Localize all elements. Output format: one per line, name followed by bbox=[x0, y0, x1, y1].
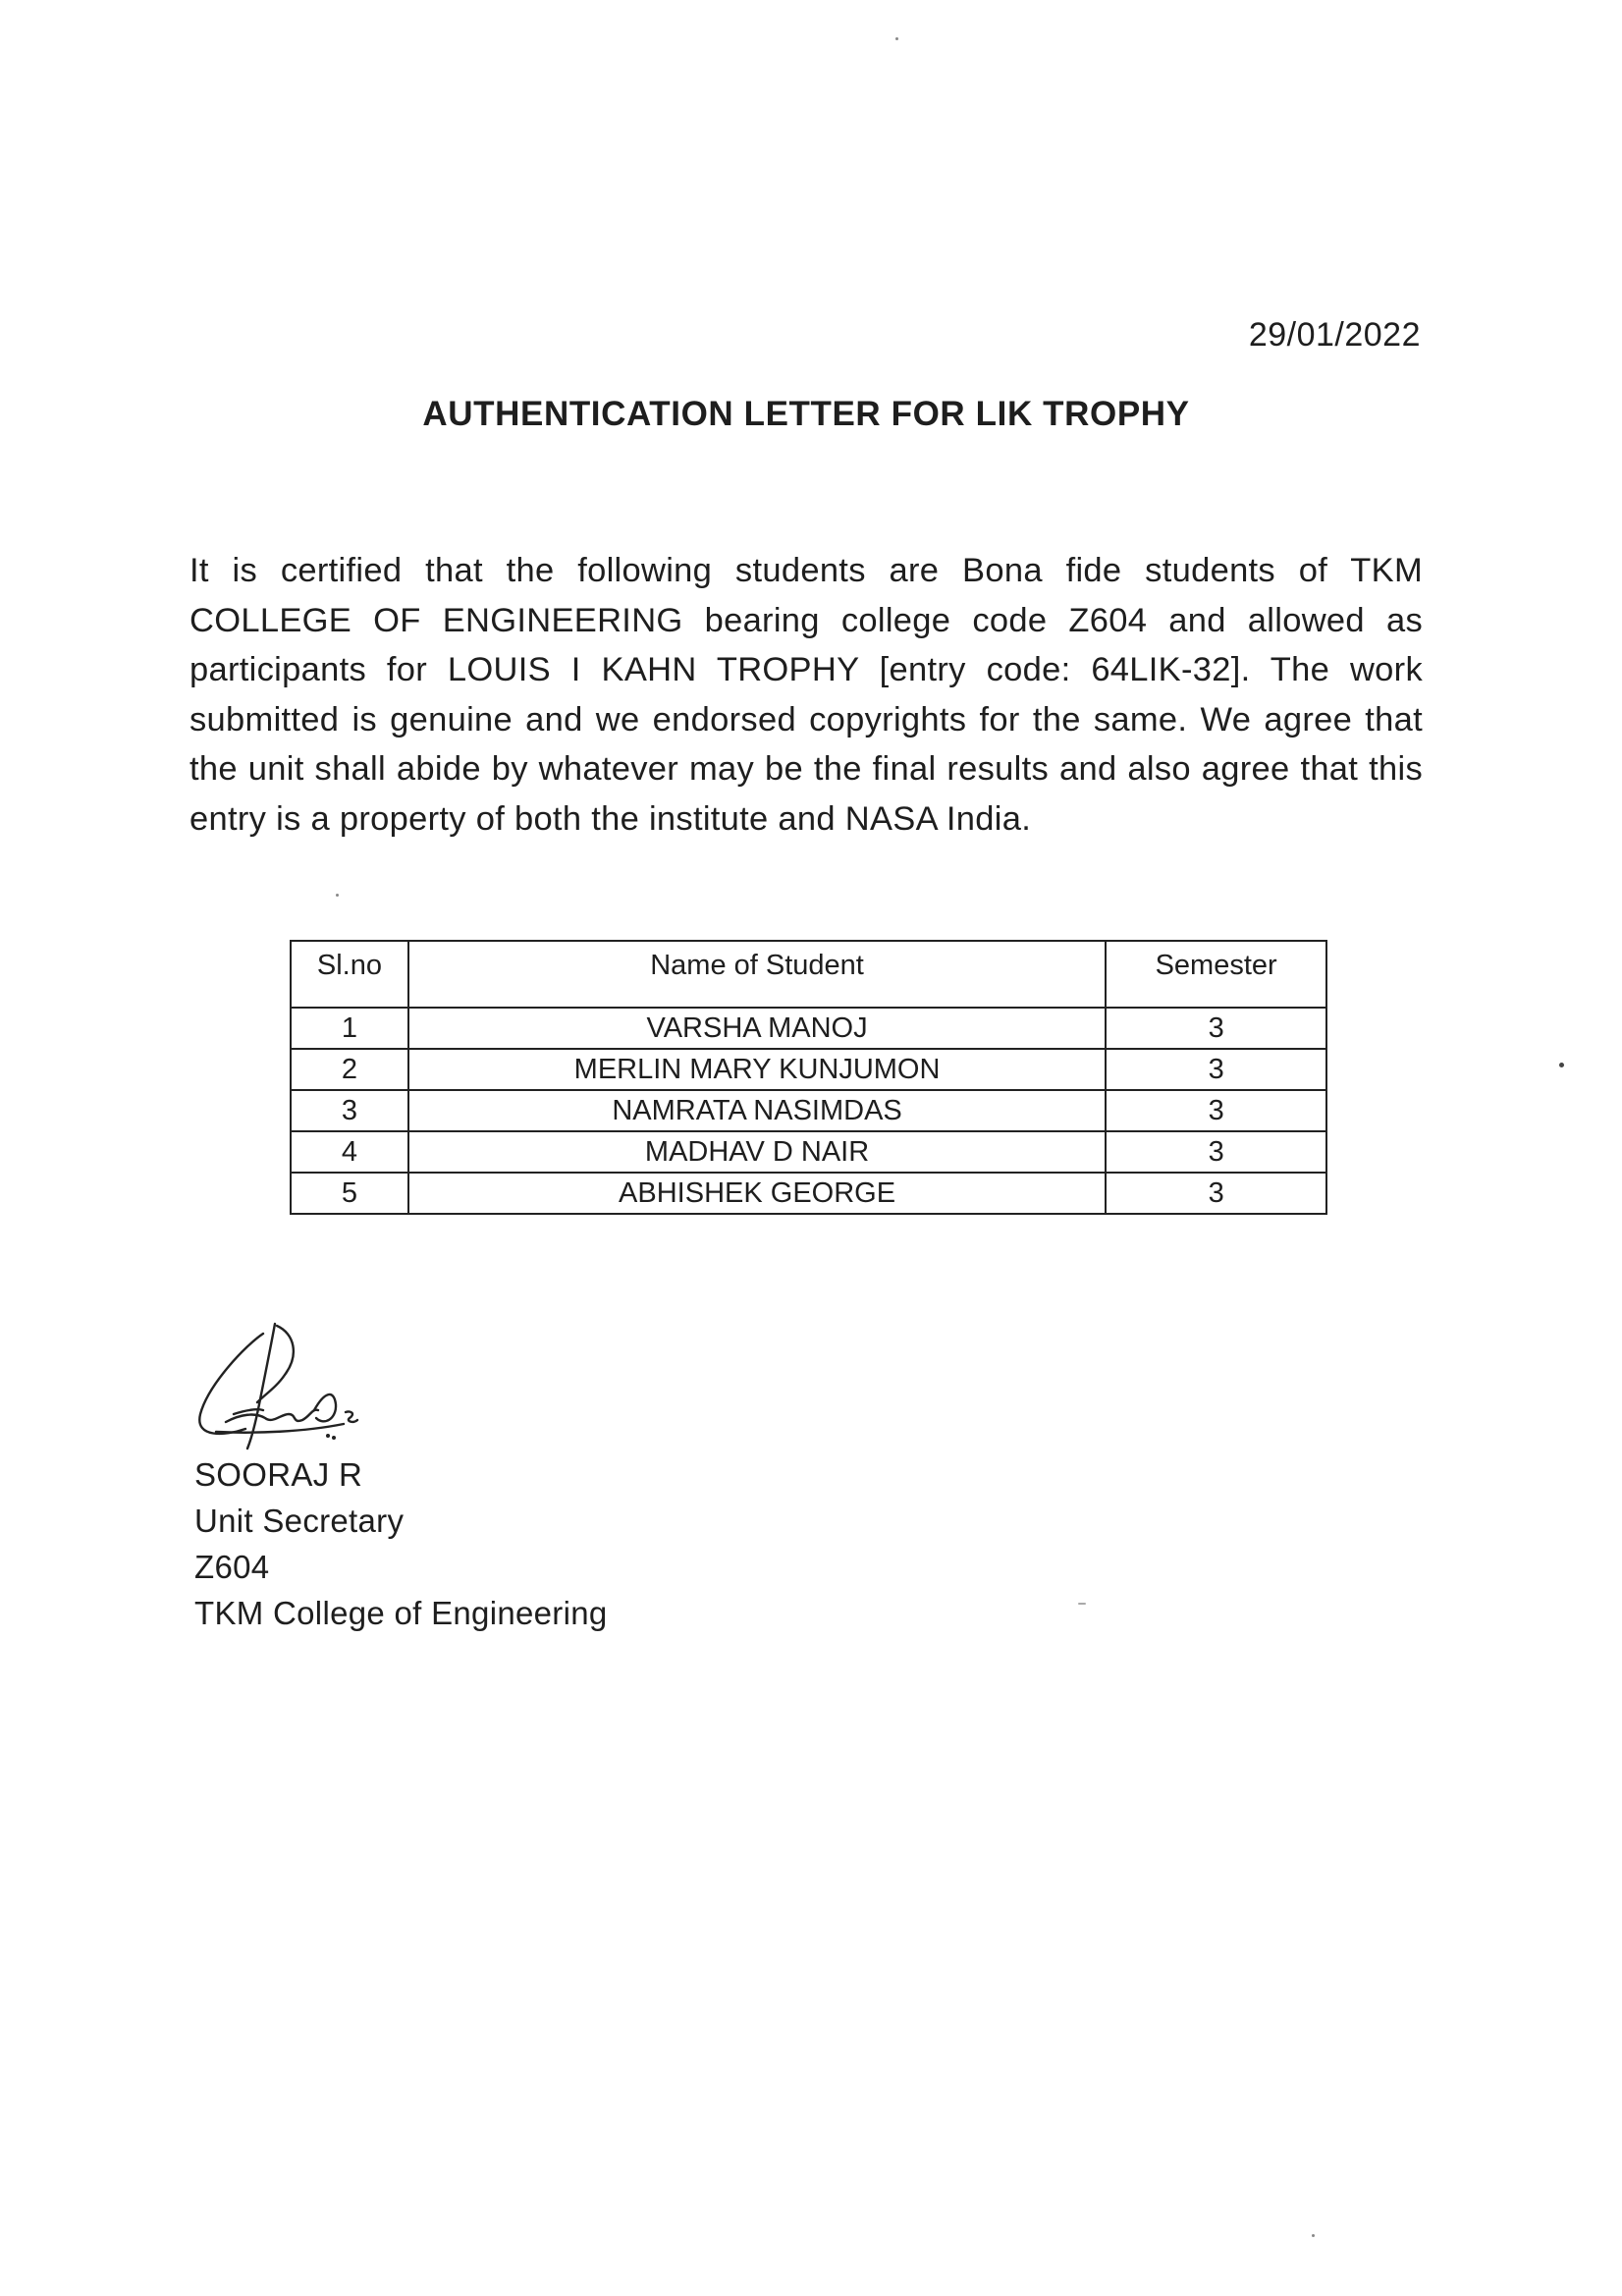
signer-designation: Unit Secretary bbox=[194, 1503, 405, 1539]
table-row bbox=[291, 1131, 1326, 1173]
letter-title-text: AUTHENTICATION LETTER FOR LIK TROPHY bbox=[422, 395, 1190, 433]
cell-slno: 2 bbox=[291, 1049, 408, 1090]
cell-slno: 3 bbox=[291, 1090, 408, 1131]
table-row bbox=[291, 1090, 1326, 1131]
table-row bbox=[291, 1008, 1326, 1049]
header-semester: Semester bbox=[1106, 941, 1326, 1008]
table-header-row bbox=[291, 941, 1326, 1008]
cell-slno: 5 bbox=[291, 1173, 408, 1214]
cell-semester: 3 bbox=[1106, 1008, 1326, 1049]
signer-block bbox=[194, 1451, 608, 1636]
letter-title bbox=[0, 395, 1622, 434]
cell-name: MERLIN MARY KUNJUMON bbox=[408, 1049, 1106, 1090]
handwritten-signature bbox=[187, 1316, 383, 1463]
header-name: Name of Student bbox=[408, 941, 1106, 1008]
scan-speck bbox=[895, 37, 898, 40]
cell-slno: 1 bbox=[291, 1008, 408, 1049]
cell-name: NAMRATA NASIMDAS bbox=[408, 1090, 1106, 1131]
letter-date: 29/01/2022 bbox=[1248, 316, 1421, 354]
header-slno: Sl.no bbox=[291, 941, 408, 1008]
cell-semester: 3 bbox=[1106, 1131, 1326, 1173]
cell-semester: 3 bbox=[1106, 1090, 1326, 1131]
signer-institution: TKM College of Engineering bbox=[194, 1595, 608, 1631]
signer-code: Z604 bbox=[194, 1549, 270, 1585]
scan-speck bbox=[1559, 1063, 1564, 1067]
signer-name: SOORAJ R bbox=[194, 1456, 363, 1493]
scan-speck bbox=[1078, 1603, 1086, 1605]
scan-speck bbox=[336, 894, 339, 897]
cell-name: ABHISHEK GEORGE bbox=[408, 1173, 1106, 1214]
cell-name: MADHAV D NAIR bbox=[408, 1131, 1106, 1173]
cell-semester: 3 bbox=[1106, 1049, 1326, 1090]
cell-name: VARSHA MANOJ bbox=[408, 1008, 1106, 1049]
certification-paragraph: It is certified that the following students are Bona fide students of TKM COLLEGE OF ENGINEERING bearing college code Z604 and allowed as participants for LOUIS I KAHN TROPHY [entry code: 64LIK-32]. The work submitted is genuine and we endorsed copyrights for the same. We agree that the unit shall abide by whatever may be the final results and also agree that this entry is a property of both the institute and NASA India. bbox=[189, 552, 1423, 838]
table-row bbox=[291, 1173, 1326, 1214]
table-row bbox=[291, 1049, 1326, 1090]
cell-slno: 4 bbox=[291, 1131, 408, 1173]
scan-speck bbox=[1312, 2234, 1315, 2237]
students-table bbox=[290, 940, 1327, 1215]
cell-semester: 3 bbox=[1106, 1173, 1326, 1214]
